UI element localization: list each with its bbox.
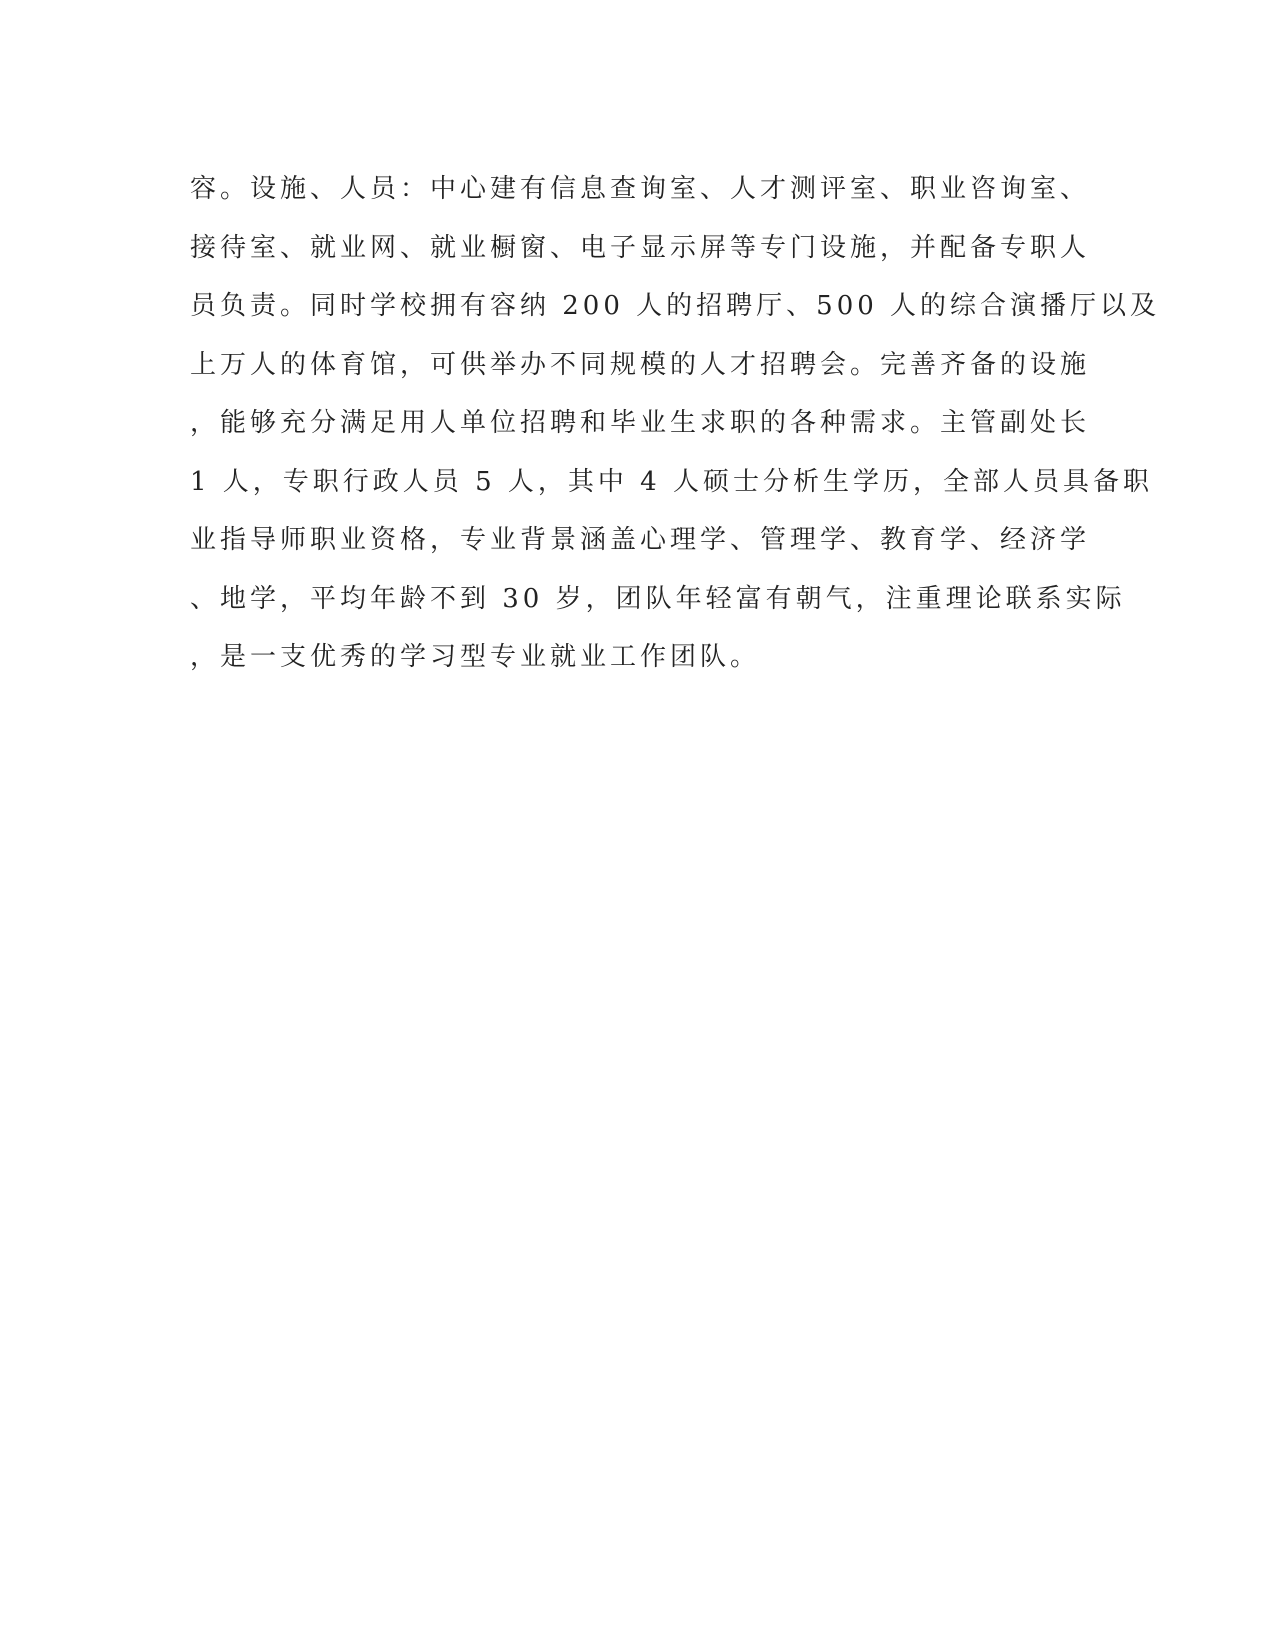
paragraph-line-1: 容。设施、人员：中心建有信息查询室、人才测评室、职业咨询室、 [190, 174, 1091, 204]
paragraph-line-4: 上万人的体育馆，可供举办不同规模的人才招聘会。完善齐备的设施 [190, 349, 1091, 380]
paragraph-line-3: 员负责。同时学校拥有容纳 200 人的招聘厅、500 人的综合演播厅以及 [190, 291, 1161, 321]
body-paragraph [190, 160, 1161, 687]
paragraph-line-6: 1 人，专职行政人员 5 人，其中 4 人硕士分析生学历，全部人员具备职 [190, 466, 1153, 497]
paragraph-line-8: 、地学，平均年龄不到 30 岁，团队年轻富有朝气，注重理论联系实际 [190, 583, 1126, 614]
paragraph-line-2: 接待室、就业网、就业橱窗、电子显示屏等专门设施，并配备专职人 [190, 232, 1091, 263]
paragraph-line-7: 业指导师职业资格，专业背景涵盖心理学、管理学、教育学、经济学 [190, 525, 1091, 555]
paragraph-line-5: ，能够充分满足用人单位招聘和毕业生求职的各种需求。主管副处长 [190, 408, 1091, 438]
paragraph-line-9: ，是一支优秀的学习型专业就业工作团队。 [190, 642, 761, 672]
